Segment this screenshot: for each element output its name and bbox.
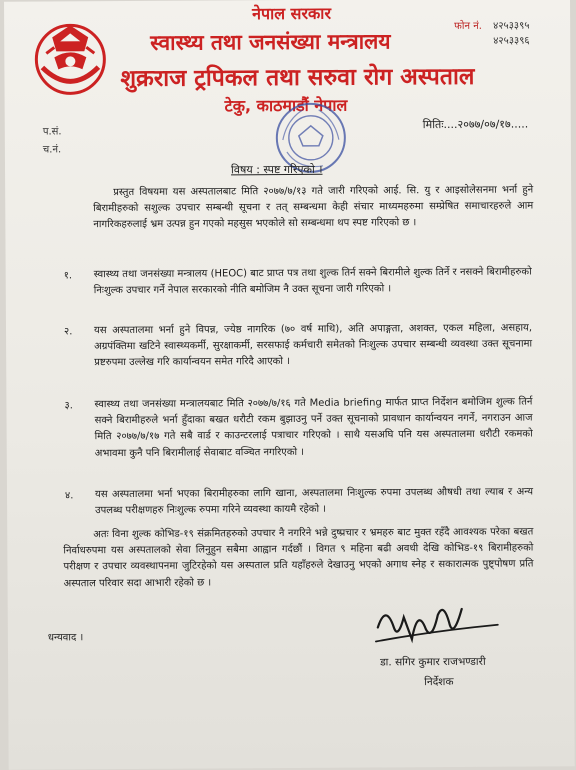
- list-item-4: [64, 484, 535, 517]
- phone-number-2: ४२५३३९६: [493, 35, 530, 47]
- closing-paragraph: अतः विना शुल्क कोभिड-१९ संक्रमितहरुको उपचार नै नगरिने भन्ने दुष्प्रचार र भ्रमहरु बाट मुक्त रहँदै आवश्यक परेका बखत निर्वाधरुपमा यस अस्पतालको सेवा लिनुहुन सबैमा आह्वान गर्दछौं । विगत ९ महिना बढी अवधी देखि कोभिड-१९ बिरामीहरुको परीक्षण र उपचार व्यवस्थापनमा जुटिरहेको यस अस्पताल प्रति यहाँहरुले देखाउनु भएको अगाध स्नेह र सकारात्मक पुष्ट्पोषण प्रति अस्पताल परिवार सदा आभारी रहेको छ ।: [63, 526, 534, 589]
- list-item-2: [63, 320, 534, 369]
- item-number: २.: [63, 326, 73, 338]
- letter-date: मितिः....२०७७/०७/१७.....: [422, 117, 529, 132]
- item-number: १.: [63, 270, 73, 282]
- phone-number-1: ४२५३३९५: [493, 20, 530, 32]
- signature-icon: [372, 597, 502, 656]
- hospital-address: टेकु, काठमाडौं नेपाल: [224, 95, 348, 116]
- dispatch-number-label: च.नं.: [42, 144, 62, 156]
- list-item-1: [63, 264, 534, 297]
- item-number: ३.: [64, 400, 73, 412]
- letter-page: [4, 0, 575, 770]
- item-text: स्वास्थ्य तथा जनसंख्या मन्त्रालयबाट मिति २०७७/७/१६ गते Media briefing मार्फत प्राप्त निर्देशन बमोजिम शुल्क तिर्न सक्ने बिरामीहरुले भर्ना हुँदाका बखत धरौटी रकम बुझाउनु पर्ने उक्त सूचनाको प्रावधान कार्यान्वयन नगर्ने, नगराउन आज मिति २०७७/७/१७ गते सबै वार्ड र काउन्टरलाई पत्राचार गरिएको । साथै यसअघि पनि यस अस्पतालमा धरौटी रकमको अभावमा कुनै पनि बिरामीलाई सेवाबाट वञ्चित नगरिएको ।: [94, 396, 533, 459]
- hospital-name: शुक्रराज ट्रपिकल तथा सरुवा रोग अस्पताल: [120, 63, 475, 93]
- intro-paragraph: प्रस्तुत विषयमा यस अस्पतालबाट मिति २०७७/७/१३ गते जारी गरिएको आई. सि. यु र आइसोलेसनमा भर्ना हुने बिरामीहरुको सशुल्क उपचार सम्बन्धी सूचना र तत् सम्बन्धमा केही संचार माध्यमहरुमा सम्प्रेषित समाचारहरुले आम नागरिकहरुलाई भ्रम उत्पन्न हुन गएको महसुस भएकोले सो सम्बन्धमा थप स्पष्ट गरिएको छ ।: [93, 184, 534, 231]
- list-item-3: [64, 394, 534, 459]
- letter-subject: विषय : स्पष्ट गरिएको ।: [230, 162, 323, 177]
- phone-block: [454, 19, 530, 49]
- item-text: यस अस्पतालमा भर्ना भएका बिरामीहरुका लागि खाना, अस्पतालमा निःशुल्क रुपमा उपलब्ध औषधी तथा ल्याब र अन्य उपलब्ध परीक्षणहरु निःशुल्क रुपमा गरिने व्यवस्था कायमै रहेको ।: [94, 486, 534, 517]
- item-text: स्वास्थ्य तथा जनसंख्या मन्त्रालय (HEOC) बाट प्राप्त पत्र तथा शुल्क तिर्न सक्ने बिरामीले शुल्क तिर्ने र नसक्ने बिरामीहरुको निःशुल्क उपचार गर्ने नेपाल सरकारको नीति बमोजिम नै उक्त सूचना जारी गरिएको ।: [93, 266, 532, 297]
- phone-label: फोन नं.: [454, 20, 482, 32]
- nepal-emblem-icon: [30, 17, 110, 97]
- item-text: यस अस्पतालमा भर्ना हुने विपन्न, ज्येष्ठ नागरिक (७० वर्ष माथि), अति अपाङ्गता, अशक्त, एकल महिला, असहाय, अग्रपंक्तिमा खटिने स्वास्थ्यकर्मी, सुरक्षाकर्मी, सरसफाई कर्मचारी समेतको निःशुल्क उपचार सम्बन्धी व्यवस्था उक्त सूचनामा प्रष्टरुपमा उल्लेख गरि कार्यान्वयन समेत गरिदै आएको ।: [93, 322, 533, 369]
- government-name: नेपाल सरकार: [252, 3, 332, 24]
- signer-title: निर्देशक: [424, 675, 454, 689]
- signer-name: डा. सगिर कुमार राजभण्डारी: [380, 655, 486, 669]
- item-number: ४.: [64, 490, 74, 502]
- ministry-name: स्वास्थ्य तथा जनसंख्या मन्त्रालय: [150, 29, 391, 55]
- letter-number-label: प.सं.: [42, 126, 62, 138]
- thanks-note: धन्यवाद ।: [47, 632, 84, 644]
